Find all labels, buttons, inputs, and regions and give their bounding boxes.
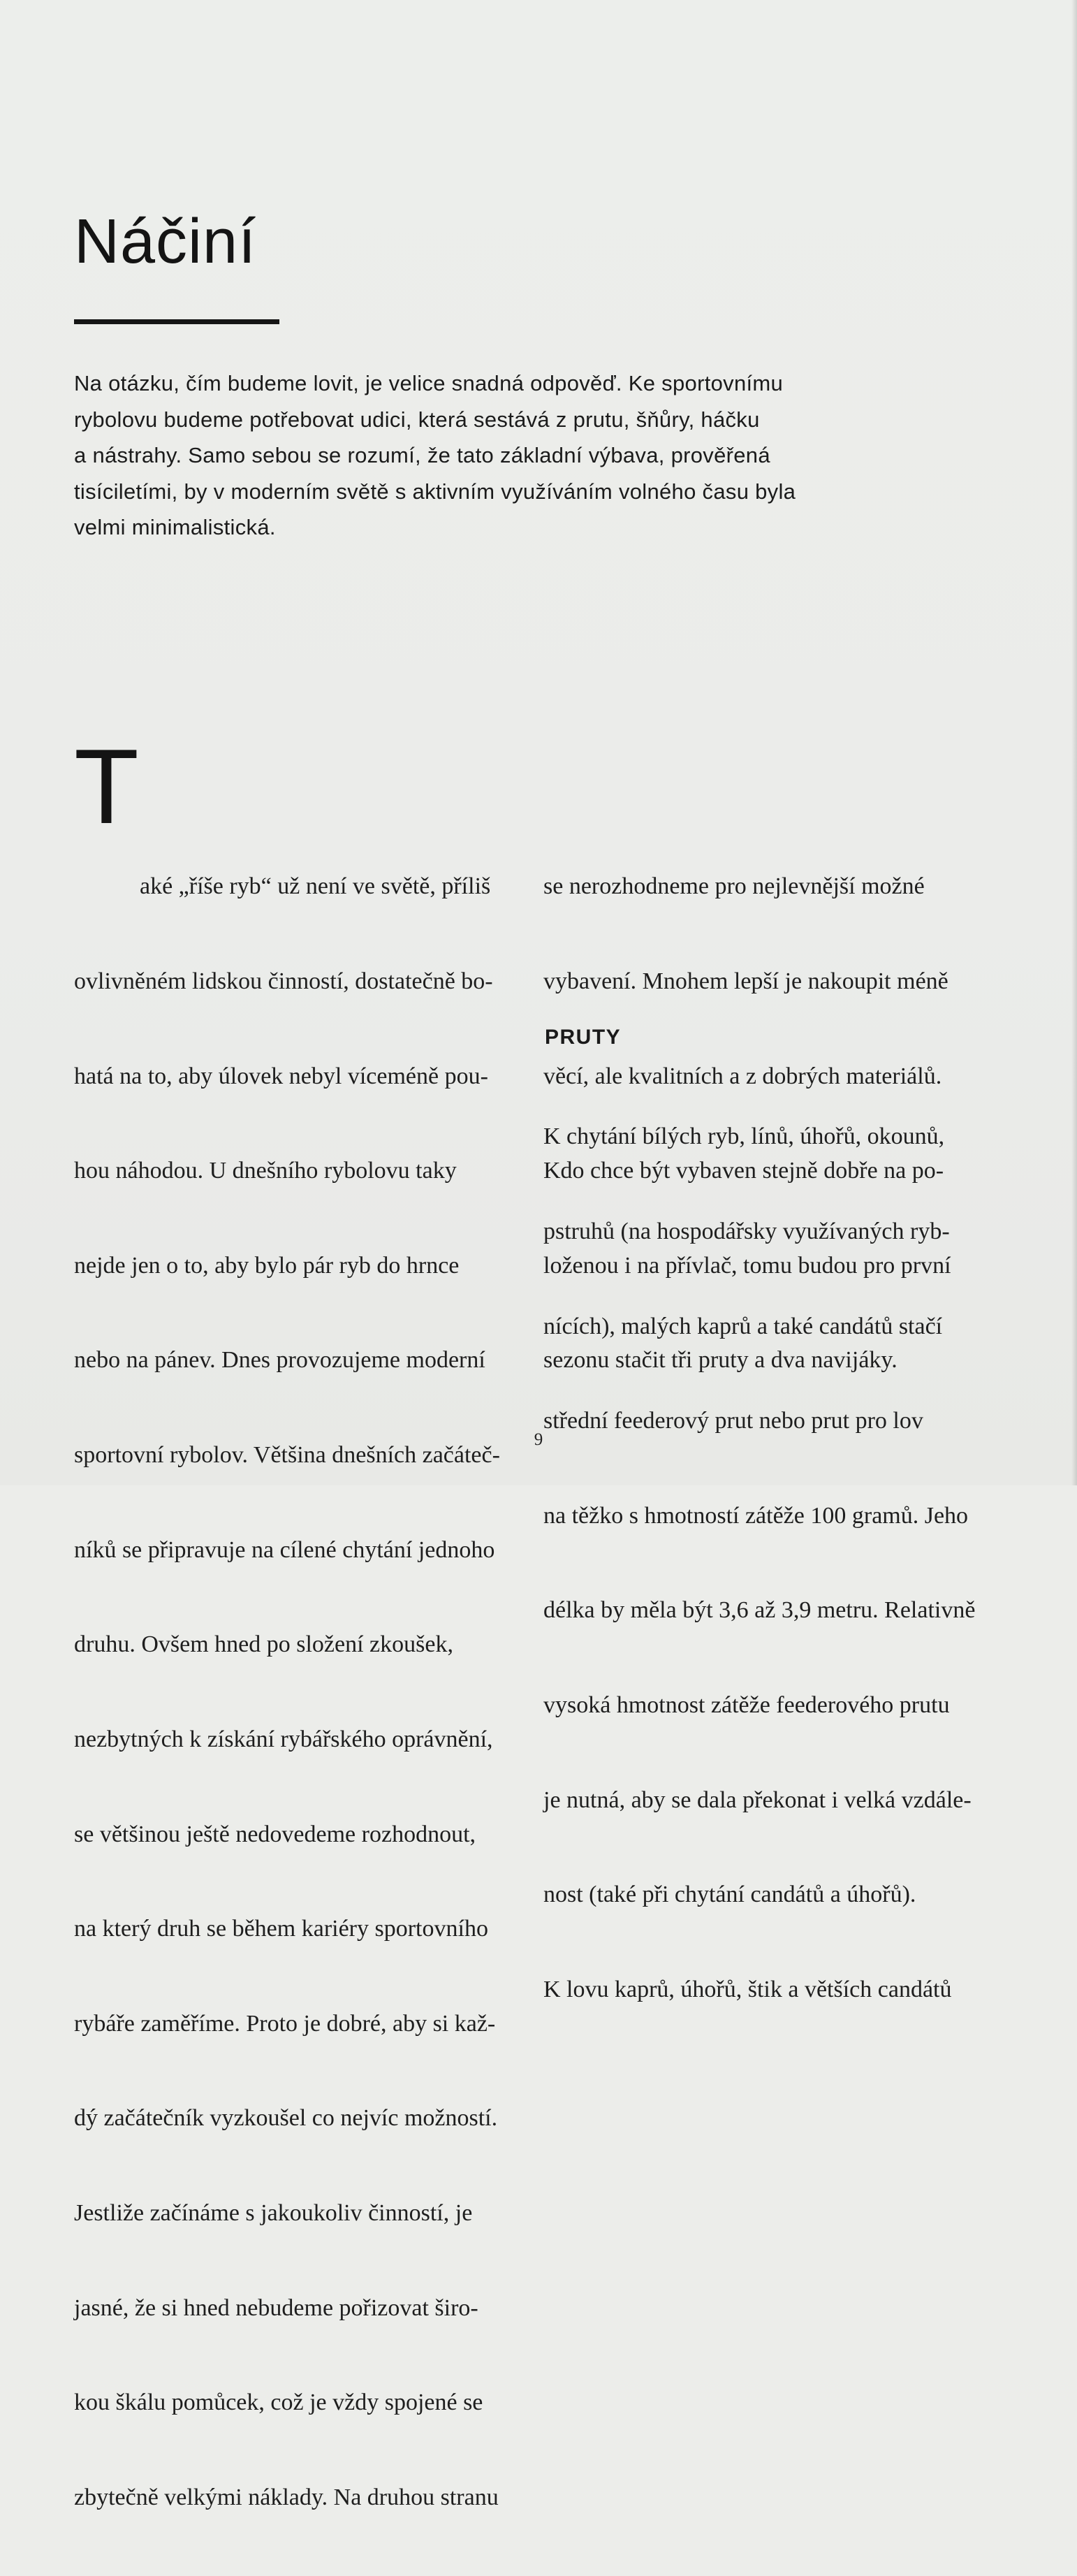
- column-line: rybáře zaměříme. Proto je dobré, aby si kaž-: [74, 2010, 496, 2037]
- column-line: nejde jen o to, aby bylo pár ryb do hrnce: [74, 1252, 460, 1279]
- title-underline: [74, 319, 279, 324]
- intro-line: rybolovu budeme potřebovat udici, která sestává z prutu, šňůry, háčku: [74, 407, 760, 432]
- intro-line: a nástrahy. Samo sebou se rozumí, že tato základní výbava, prověřená: [74, 443, 770, 467]
- column-line: vysoká hmotnost zátěže feederového prutu: [543, 1692, 950, 1719]
- column-line: hou náhodou. U dnešního rybolovu taky: [74, 1158, 457, 1184]
- section-subheading: PRUTY: [545, 1026, 622, 1049]
- page-number: 9: [534, 1430, 543, 1449]
- column-line: K chytání bílých ryb, línů, úhořů, okounů,: [543, 1123, 945, 1150]
- column-line: hatá na to, aby úlovek nebyl víceméně pou-: [74, 1063, 488, 1089]
- intro-line: Na otázku, čím budeme lovit, je velice snadná odpověď. Ke sportovnímu: [74, 371, 784, 395]
- intro-paragraph: [74, 365, 898, 546]
- column-line: níků se připravuje na cílené chytání jednoho: [74, 1536, 495, 1563]
- page-edge-shadow: [1071, 0, 1077, 1485]
- column-line: délka by měla být 3,6 až 3,9 metru. Relativně: [543, 1597, 976, 1624]
- column-line: loženou i na přívlač, tomu budou pro první: [543, 1252, 951, 1279]
- column-line: na těžko s hmotností zátěže 100 gramů. Jeho: [543, 1502, 969, 1529]
- chapter-title: Náčiní: [74, 207, 257, 277]
- column-line: se nerozhodneme pro nejlevnější možné: [543, 873, 925, 900]
- drop-cap: T: [74, 727, 139, 846]
- column-line: nebo na pánev. Dnes provozujeme moderní: [74, 1347, 485, 1374]
- column-line: ovlivněném lidskou činností, dostatečně bo-: [74, 968, 493, 995]
- column-line: aké „říše ryb“ už není ve světě, příliš: [140, 873, 491, 900]
- column-line: se většinou ještě nedovedeme rozhodnout,: [74, 1821, 476, 1847]
- column-line: střední feederový prut nebo prut pro lov: [543, 1408, 923, 1434]
- column-line: nost (také při chytání candátů a úhořů).: [543, 1882, 916, 1908]
- column-line: sportovní rybolov. Většina dnešních začáteč-: [74, 1442, 500, 1469]
- column-line: jasné, že si hned nebudeme pořizovat širo-: [74, 2294, 478, 2321]
- left-column: [74, 808, 500, 2576]
- column-line: Jestliže začínáme s jakoukoliv činností, je: [74, 2199, 473, 2226]
- column-line: nezbytných k získání rybářského oprávnění,: [74, 1726, 493, 1752]
- column-line: sezonu stačit tři pruty a dva navijáky.: [543, 1347, 898, 1374]
- column-line: Kdo chce být vybaven stejně dobře na po-: [543, 1158, 944, 1184]
- right-column-bottom: [543, 1058, 975, 2069]
- column-line: zbytečně velkými náklady. Na druhou stranu: [74, 2484, 499, 2510]
- column-line: druhu. Ovšem hned po složení zkoušek,: [74, 1631, 453, 1658]
- intro-line: tisíciletími, by v moderním světě s aktivním využíváním volného času byla: [74, 479, 796, 504]
- column-line: dý začátečník vyzkoušel co nejvíc možností.: [74, 2105, 498, 2132]
- column-line: je nutná, aby se dala překonat i velká vzdále-: [543, 1787, 972, 1813]
- column-line: vybavení. Mnohem lepší je nakoupit méně: [543, 968, 948, 995]
- column-line: pstruhů (na hospodářsky využívaných ryb-: [543, 1218, 950, 1245]
- column-line: na který druh se během kariéry sportovního: [74, 1916, 488, 1942]
- column-line: věcí, ale kvalitních a z dobrých materiálů.: [543, 1063, 942, 1089]
- column-line: kou škálu pomůcek, což je vždy spojené se: [74, 2389, 483, 2416]
- intro-line: velmi minimalistická.: [74, 515, 276, 539]
- column-line: nících), malých kaprů a také candátů stačí: [543, 1313, 943, 1339]
- column-line: K lovu kaprů, úhořů, štik a větších candátů: [543, 1976, 952, 2002]
